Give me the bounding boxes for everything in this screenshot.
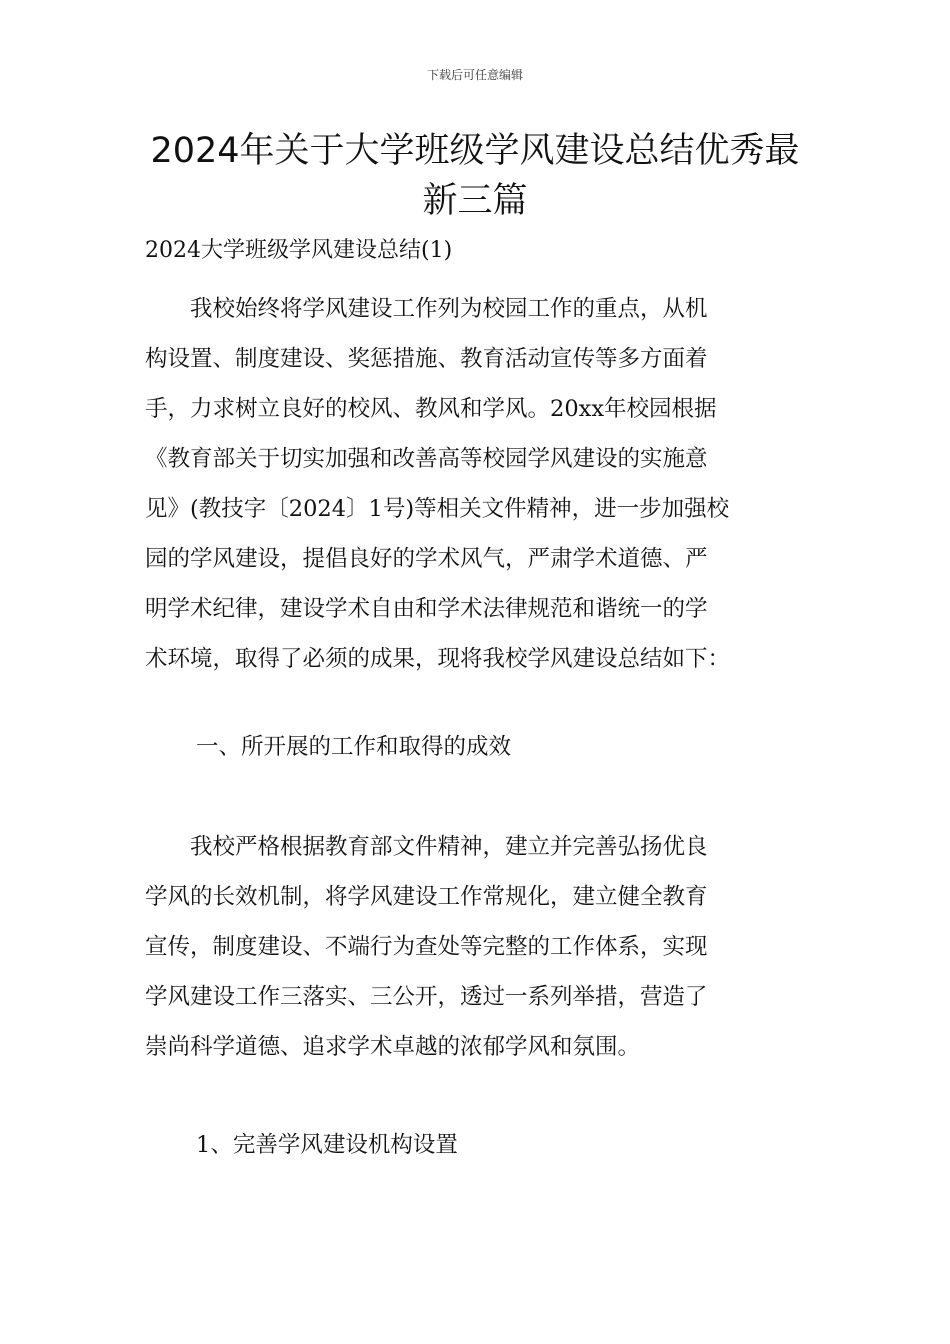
paragraph-line: 学风建设工作三落实、三公开，透过一系列举措，营造了 [145,984,708,1010]
paragraph-line: 学风的长效机制，将学风建设工作常规化，建立健全教育 [145,884,708,910]
page-header-note: 下载后可任意编辑 [426,68,523,82]
document-subtitle: 2024大学班级学风建设总结(1) [145,238,453,263]
document-title [120,126,830,226]
paragraph-line: 见》(教技字〔2024〕1号)等相关文件精神，进一步加强校 [145,496,730,522]
paragraph-line: 园的学风建设，提倡良好的学术风气，严肃学术道德、严 [145,546,708,572]
document-title-line-1: 2024年关于大学班级学风建设总结优秀最 [150,131,800,171]
section-heading-1: 一、所开展的工作和取得的成效 [196,734,512,760]
document-title-line-2: 新三篇 [422,181,528,221]
paragraph-line: 术环境，取得了必须的成果，现将我校学风建设总结如下： [145,646,731,672]
paragraph-line: 我校始终将学风建设工作列为校园工作的重点，从机 [145,296,708,322]
paragraph-line: 宣传，制度建设、不端行为查处等完整的工作体系，实现 [145,934,708,960]
subsection-heading-1: 1、完善学风建设机构设置 [196,1132,458,1158]
paragraph-line: 构设置、制度建设、奖惩措施、教育活动宣传等多方面着 [145,346,708,372]
paragraph-line: 崇尚科学道德、追求学术卓越的浓郁学风和氛围。 [145,1034,641,1060]
paragraph-line: 《教育部关于切实加强和改善高等校园学风建设的实施意 [145,446,708,472]
paragraph-line: 明学术纪律，建设学术自由和学术法律规范和谐统一的学 [145,596,708,622]
paragraph-line: 手，力求树立良好的校风、教风和学风。20xx年校园根据 [145,396,717,422]
body-paragraph-1 [145,284,807,684]
paragraph-line: 我校严格根据教育部文件精神，建立并完善弘扬优良 [145,834,708,860]
body-paragraph-2 [145,822,807,1072]
